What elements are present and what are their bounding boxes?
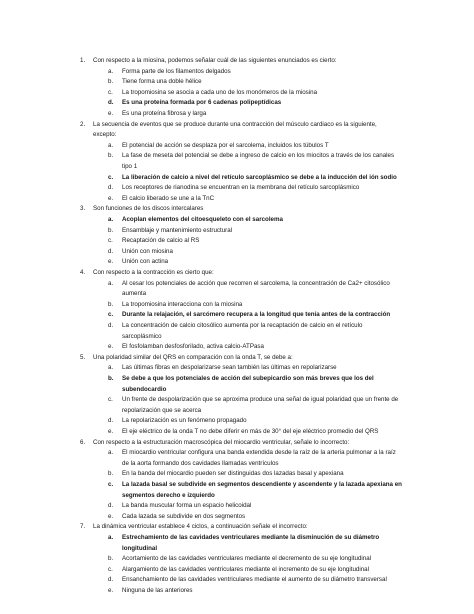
option-letter: a. (108, 279, 114, 287)
option-letter: b. (108, 152, 114, 160)
question-number: 6. (80, 438, 86, 446)
option-text: Unión con miosina (122, 247, 173, 255)
option-letter: d. (108, 184, 114, 192)
option-letter: b. (108, 78, 114, 86)
option-letter: a. (108, 67, 114, 75)
option-letter: c. (108, 565, 113, 573)
option-text: aumenta (122, 290, 147, 298)
option-text: La tropomiosina interacciona con la miosina (122, 300, 243, 308)
option-letter: c. (108, 396, 113, 404)
option-text: Estrechamiento de las cavidades ventriculares mediante la disminución de su diámetro (122, 534, 380, 541)
option-letter: c. (108, 173, 114, 181)
option-text: segmentos derecho e izquierdo (122, 491, 215, 499)
option-text: La repolarización es un fenómeno propagado (122, 417, 247, 425)
option-text: La liberación de calcio a nivel del retículo sarcoplásmico se debe a la inducción del ión sodio (122, 173, 397, 181)
option-text: repolarización que se acerca (122, 406, 202, 414)
option-letter: d. (108, 502, 114, 510)
option-text: La fase de meseta del potencial se debe a ingreso de calcio en los miocitos a través de los canales (122, 152, 395, 160)
option-text: Durante la relajación, el sarcómero recupera a la longitud que tenía antes de la contracción (122, 311, 391, 319)
option-text: tipo 1 (122, 163, 138, 170)
option-letter: a. (108, 216, 114, 223)
option-text: de la aorta formando dos cavidades llamadas ventrículos (122, 459, 279, 467)
option-letter: d. (108, 322, 114, 329)
option-letter: e. (108, 110, 114, 117)
option-text: Los receptores de rianodina se encuentran en la membrana del retículo sarcoplásmico (122, 184, 360, 192)
option-text: longitudinal (122, 544, 158, 552)
option-text: Forma parte de los filamentos delgados (122, 67, 231, 75)
option-letter: e. (108, 587, 114, 594)
option-text: El miocardio ventricular configura una banda extendida desde la raíz de la arteria pulmonar a la raíz (122, 449, 396, 457)
question-text: Una polaridad similar del QRS en comparación con la onda T, se debe a: (93, 353, 293, 361)
option-text: El calcio liberado se une a la TnC (122, 194, 215, 202)
question-number: 3. (80, 205, 86, 213)
option-text: sarcoplásmico (122, 332, 162, 340)
option-letter: d. (108, 99, 114, 107)
option-letter: e. (108, 258, 114, 266)
option-text: En la banda del miocardio pueden ser distinguidas dos lazadas basal y apexiana (122, 470, 344, 478)
option-text: Alargamiento de las cavidades ventriculares mediante el incremento de su eje longitudinal (122, 565, 369, 573)
option-letter: a. (108, 449, 114, 457)
option-text: subendocardio (122, 385, 167, 393)
option-letter: d. (108, 417, 114, 425)
option-text: Ensamblaje y mantenimiento estructural (122, 226, 233, 234)
option-text: Es una proteína formada por 6 cadenas polipeptídicas (122, 99, 282, 107)
option-letter: c. (108, 88, 113, 96)
question-text: La dinámica ventricular establece 4 ciclos, a continuación señale el incorrecto: (93, 523, 308, 531)
question-text: La secuencia de eventos que se produce durante una contracción del músculo cardiaco es la siguiente, (93, 120, 377, 128)
question-number: 4. (80, 269, 86, 276)
option-text: Un frente de despolarización que se aproxima produce una señal de igual polaridad que un frente de (122, 396, 399, 404)
question-number: 5. (80, 353, 86, 361)
option-letter: b. (108, 300, 114, 308)
option-text: Tiene forma una doble hélice (122, 78, 202, 86)
option-text: El fosfolamban desfosforilado, activa calcio-ATPasa (122, 343, 264, 351)
question-text: Con respecto a la estructuración macroscópica del miocardio ventricular, señale lo incorrecto: (93, 438, 350, 446)
question-number: 1. (80, 57, 86, 64)
option-letter: e. (108, 428, 114, 435)
option-text: Ensanchamiento de las cavidades ventriculares mediante el aumento de su diámetro transversal (122, 576, 387, 584)
option-text: La concentración de calcio citosólico aumenta por la recaptación de calcio en el retículo (122, 322, 363, 329)
option-text: Cada lazada se subdivide en dos segmentos (122, 512, 246, 520)
option-letter: d. (108, 247, 114, 255)
option-letter: e. (108, 343, 114, 351)
option-text: Acoplan elementos del citoesqueleto con el sarcolema (122, 216, 283, 223)
option-text: Recaptación de calcio al RS (122, 237, 200, 245)
option-text: Se debe a que los potenciales de acción del subepicardio son más breves que los del (122, 375, 374, 382)
option-text: Es una proteína fibrosa y larga (122, 110, 207, 117)
option-letter: c. (108, 481, 114, 488)
question-text: Son funciones de los discos intercalares (93, 205, 204, 213)
option-letter: b. (108, 375, 114, 382)
question-number: 2. (80, 120, 86, 128)
option-letter: b. (108, 226, 114, 234)
option-letter: d. (108, 576, 114, 584)
question-text: excepto: (93, 131, 117, 139)
option-text: Al cesar los potenciales de acción que recorren el sarcolema, la concentración de Ca2+ citosólico (122, 279, 390, 287)
question-text: Con respecto a la contracción es cierto que: (93, 269, 214, 276)
option-text: La banda muscular forma un espacio helicoidal (122, 502, 252, 510)
option-text: El eje eléctrico de la onda T no debe diferir en más de 30° del eje eléctrico promedio del QRS (122, 428, 379, 435)
option-letter: a. (108, 534, 114, 541)
option-text: Acortamiento de las cavidades ventriculares mediante el decremento de su eje longitudinal (122, 555, 372, 563)
option-letter: c. (108, 237, 113, 245)
question-number: 7. (80, 523, 86, 531)
option-text: La lazada basal se subdivide en segmentos descendiente y ascendente y la lazada apexiana en (122, 481, 402, 488)
option-letter: c. (108, 311, 114, 319)
question-text: Con respecto a la miosina, podemos señalar cuál de las siguientes enunciados es cierto: (93, 57, 337, 64)
option-letter: e. (108, 512, 114, 520)
option-letter: b. (108, 470, 114, 478)
option-text: Las últimas fibras en despolarizarse sean también las últimas en repolarizarse (122, 364, 337, 372)
option-text: Ninguna de las anteriores (122, 587, 193, 594)
option-letter: a. (108, 141, 114, 149)
option-text: El potencial de acción se desplaza por el sarcolema, incluidos los túbulos T (122, 141, 329, 149)
option-letter: a. (108, 364, 114, 372)
option-text: La tropomiosina se asocia a cada uno de los monómeros de la miosina (122, 88, 318, 96)
option-text: Unión con actina (122, 258, 169, 266)
option-letter: b. (108, 555, 114, 563)
option-letter: e. (108, 194, 114, 202)
